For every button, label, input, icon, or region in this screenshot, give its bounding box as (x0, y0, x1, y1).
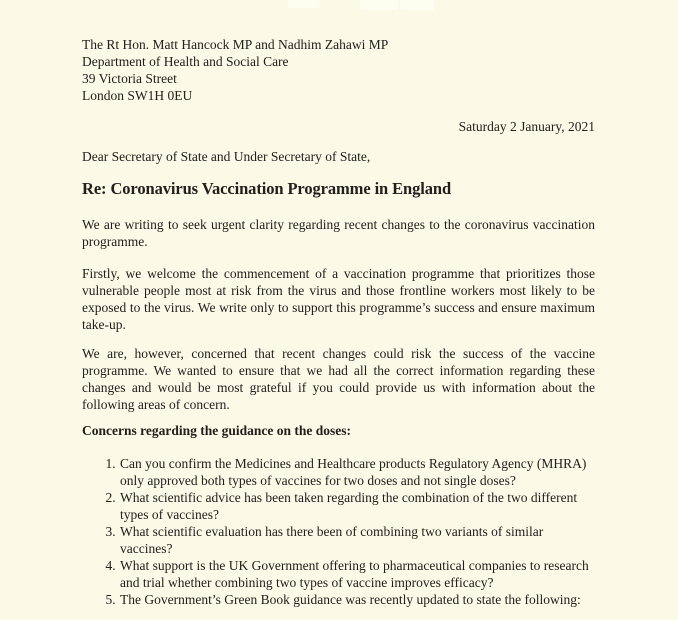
list-item: 1. Can you confirm the Medicines and Healthcare products Regulatory Agency (MHRA) only approved both types of vaccines for two doses and not single doses? (119, 455, 595, 489)
address-line-street: 39 Victoria Street (82, 71, 177, 86)
salutation: Dear Secretary of State and Under Secretary of State, (82, 149, 371, 164)
section-heading-doses: Concerns regarding the guidance on the doses: (82, 423, 352, 438)
concerns-list (82, 455, 595, 608)
list-item: 3. What scientific evaluation has there been of combining two variants of similar vaccines? (119, 523, 595, 557)
recipient-address (82, 36, 595, 104)
list-item: 5. The Government’s Green Book guidance was recently updated to state the following: (119, 591, 595, 608)
subject-heading: Re: Coronavirus Vaccination Programme in England (82, 179, 452, 198)
list-item: 4. What support is the UK Government offering to pharmaceutical companies to research and trial whether combining two types of vaccine improves efficacy? (119, 557, 595, 591)
paragraph-intro: We are writing to seek urgent clarity regarding recent changes to the coronavirus vaccination programme. (82, 217, 595, 249)
letter-date: Saturday 2 January, 2021 (458, 119, 595, 134)
list-item: 2. What scientific advice has been taken regarding the combination of the two different types of vaccines? (119, 489, 595, 523)
address-line-department: Department of Health and Social Care (82, 54, 289, 69)
paragraph-concern: We are, however, concerned that recent changes could risk the success of the vaccine programme. We wanted to ensure that we had all the correct information regarding these changes and would be most grateful if you could provide us with information about the following areas of concern. (82, 346, 595, 412)
address-line-city: London SW1H 0EU (82, 88, 193, 103)
paragraph-welcome: Firstly, we welcome the commencement of a vaccination programme that prioritizes those vulnerable people most at risk from the virus and those frontline workers most likely to be exposed to the virus. We write only to support this programme’s success and ensure maximum take-up. (82, 266, 595, 332)
address-line-recipients: The Rt Hon. Matt Hancock MP and Nadhim Zahawi MP (82, 37, 389, 52)
